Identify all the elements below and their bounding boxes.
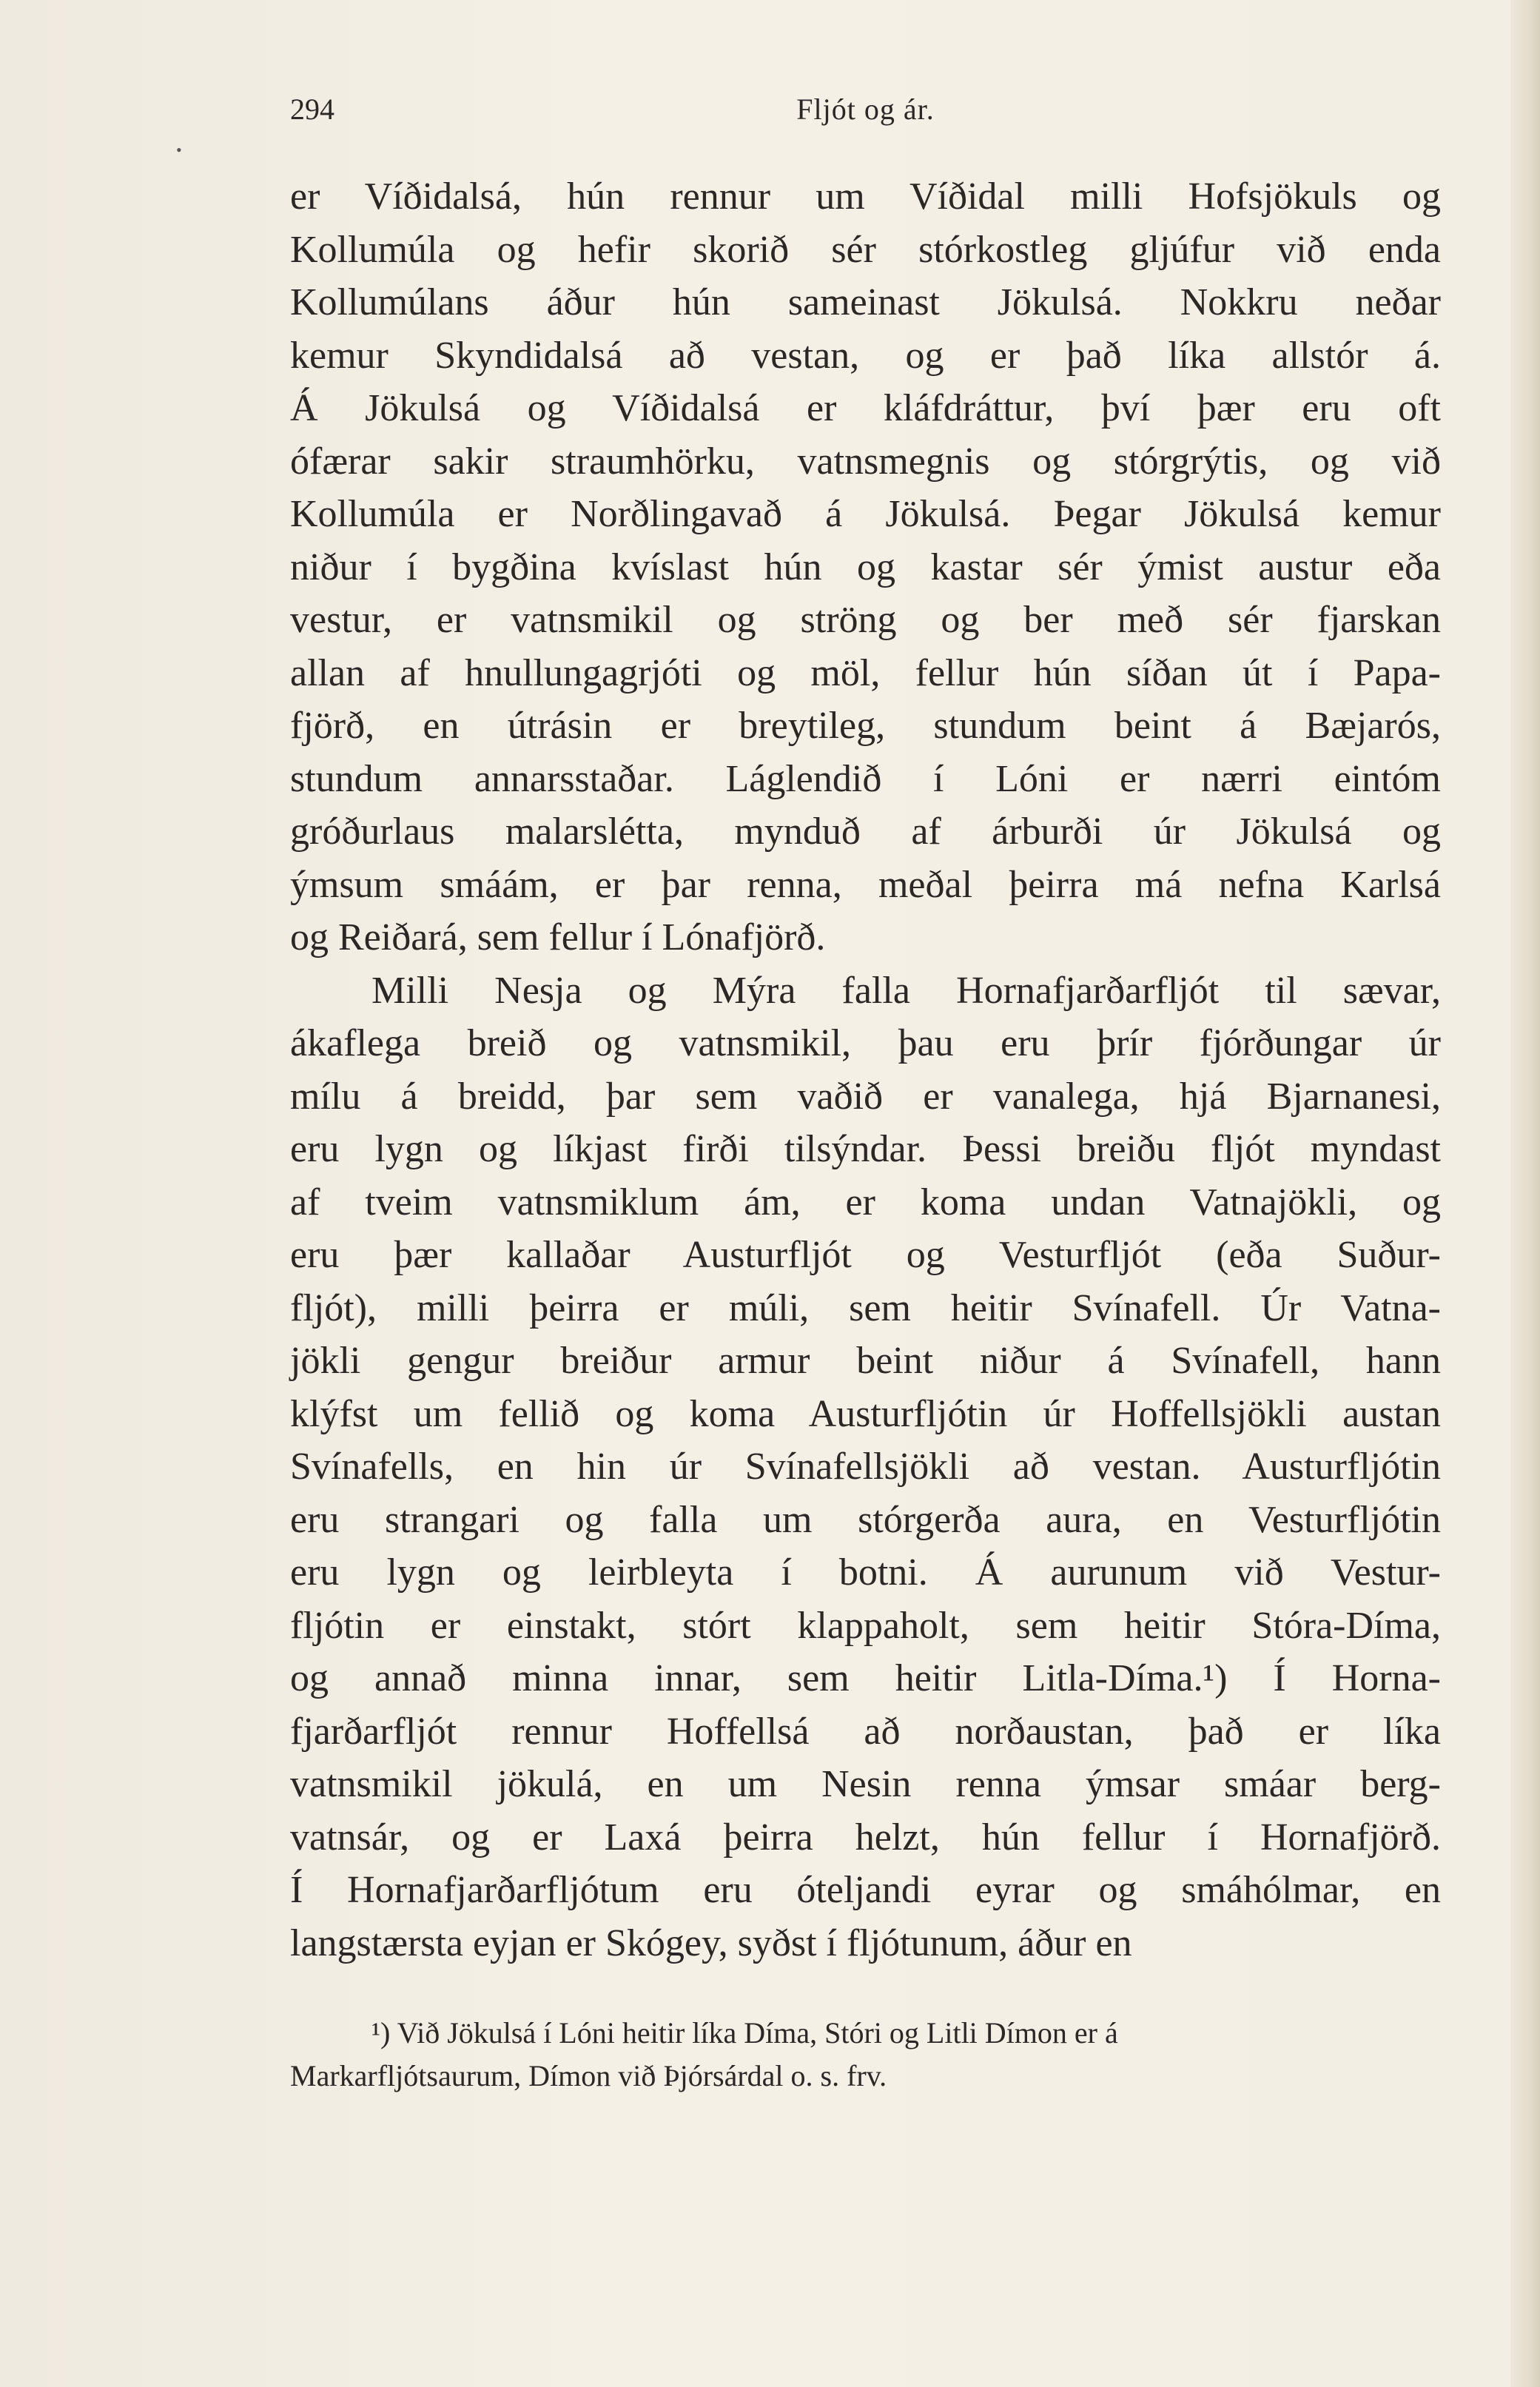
text-line: kemur Skyndidalsá að vestan, og er það líka allstór á. — [290, 334, 1441, 377]
text-line: jökli gengur breiður armur beint niður á Svínafell, hann — [290, 1340, 1441, 1382]
text-line: eru þær kallaðar Austurfljót og Vesturfljót (eða Suður- — [290, 1234, 1441, 1276]
text-line: Kollumúla og hefir skorið sér stórkostleg gljúfur við enda — [290, 228, 1441, 271]
text-line: Milli Nesja og Mýra falla Hornafjarðarfljót til sævar, — [371, 969, 1441, 1012]
footnotes — [290, 2012, 1441, 2098]
text-line: vatnsmikil jökulá, en um Nesin renna ýmsar smáar berg- — [290, 1763, 1441, 1805]
text-line: allan af hnullungagrjóti og möl, fellur hún síðan út í Papa- — [290, 651, 1441, 694]
text-line: vatnsár, og er Laxá þeirra helzt, hún fellur í Hornafjörð. — [290, 1816, 1441, 1859]
text-line: Á Jökulsá og Víðidalsá er kláfdráttur, því þær eru oft — [290, 387, 1441, 429]
page-edge — [1510, 0, 1540, 2387]
text-line: eru lygn og líkjast firði tilsýndar. Þessi breiðu fljót myndast — [290, 1128, 1441, 1170]
text-line: fjörð, en útrásin er breytileg, stundum beint á Bæjarós, — [290, 705, 1441, 747]
text-line: stundum annarsstaðar. Láglendið í Lóni er nærri eintóm — [290, 757, 1441, 800]
text-line: Svínafells, en hin úr Svínafellsjökli að vestan. Austurfljótin — [290, 1446, 1441, 1488]
text-line: er Víðidalsá, hún rennur um Víðidal milli Hofsjökuls og — [290, 175, 1441, 218]
text-line: ófærar sakir straumhörku, vatnsmegnis og stórgrýtis, og við — [290, 440, 1441, 483]
text-line: langstærsta eyjan er Skógey, syðst í fljótunum, áður en — [290, 1921, 1132, 1964]
text-line: ákaflega breið og vatnsmikil, þau eru þrír fjórðungar úr — [290, 1022, 1441, 1064]
text-line: vestur, er vatnsmikil og ströng og ber með sér fjarskan — [290, 599, 1441, 641]
text-line: af tveim vatnsmiklum ám, er koma undan Vatnajökli, og — [290, 1181, 1441, 1223]
text-line: mílu á breidd, þar sem vaðið er vanalega, hjá Bjarnanesi, — [290, 1075, 1441, 1118]
footnote-line: ¹) Við Jökulsá í Lóni heitir líka Díma, Stóri og Litli Dímon er á — [371, 2016, 1118, 2049]
text-line: gróðurlaus malarslétta, mynduð af árburði úr Jökulsá og — [290, 810, 1441, 853]
text-line: niður í bygðina kvíslast hún og kastar sér ýmist austur eða — [290, 545, 1441, 588]
running-title: Fljót og ár. — [796, 93, 935, 126]
page-header — [290, 92, 1441, 136]
text-line: Kollumúlans áður hún sameinast Jökulsá. Nokkru neðar — [290, 281, 1441, 323]
text-line: Kollumúla er Norðlingavað á Jökulsá. Þegar Jökulsá kemur — [290, 493, 1441, 535]
text-line: fjarðarfljót rennur Hoffellsá að norðaustan, það er líka — [290, 1710, 1441, 1753]
text-line: fljótin er einstakt, stórt klappaholt, sem heitir Stóra-Díma, — [290, 1604, 1441, 1647]
footnote-line: Markarfljótsaurum, Dímon við Þjórsárdal o. s. frv. — [290, 2059, 887, 2092]
text-line: og Reiðará, sem fellur í Lónafjörð. — [290, 916, 826, 959]
text-line: ýmsum smáám, er þar renna, meðal þeirra má nefna Karlsá — [290, 863, 1441, 906]
stray-mark: • — [176, 141, 182, 159]
text-line: Í Hornafjarðarfljótum eru óteljandi eyrar og smáhólmar, en — [290, 1869, 1441, 1911]
body-text — [290, 170, 1441, 1970]
text-line: og annað minna innar, sem heitir Litla-Díma.¹) Í Horna- — [290, 1657, 1441, 1699]
text-line: eru strangari og falla um stórgerða aura, en Vesturfljótin — [290, 1498, 1441, 1541]
text-line: eru lygn og leirbleyta í botni. Á aurunum við Vestur- — [290, 1551, 1441, 1594]
page-number: 294 — [290, 93, 334, 126]
text-line: fljót), milli þeirra er múli, sem heitir Svínafell. Úr Vatna- — [290, 1286, 1441, 1329]
text-line: klýfst um fellið og koma Austurfljótin úr Hoffellsjökli austan — [290, 1392, 1441, 1435]
